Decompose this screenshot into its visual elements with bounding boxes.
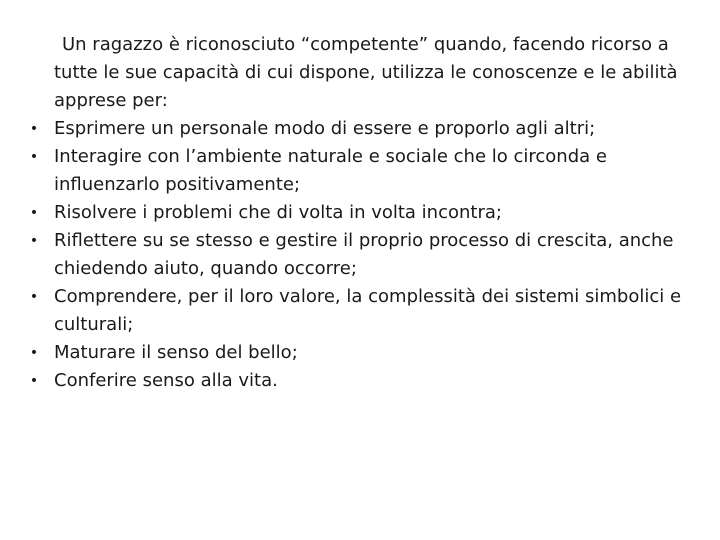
list-item-text: Maturare il senso del bello; [54, 342, 298, 363]
list-item-text: Esprimere un personale modo di essere e proporlo agli altri; [54, 118, 596, 139]
list-item [22, 227, 702, 283]
list-item [22, 115, 702, 143]
bullet-icon: • [29, 373, 39, 389]
bullet-icon: • [29, 121, 39, 137]
bullet-icon: • [29, 289, 39, 305]
list-item-text: Risolvere i problemi che di volta in volta incontra; [54, 202, 502, 223]
list-item [22, 143, 702, 199]
bullet-icon: • [29, 149, 39, 165]
bullet-icon: • [29, 233, 39, 249]
list-item [22, 367, 702, 395]
slide-content [22, 31, 702, 395]
intro-paragraph: Un ragazzo è riconosciuto “competente” quando, facendo ricorso a tutte le sue capacità di cui dispone, utilizza le conoscenze e le abilità apprese per: [54, 34, 678, 111]
list-item-text: Comprendere, per il loro valore, la complessità dei sistemi simbolici e culturali; [54, 286, 682, 335]
bullet-icon: • [29, 205, 39, 221]
list-item [22, 199, 702, 227]
list-item-text: Conferire senso alla vita. [54, 370, 278, 391]
list-item-text: Interagire con l’ambiente naturale e sociale che lo circonda e influenzarlo positivamente; [54, 146, 607, 195]
list-item [22, 339, 702, 367]
bullet-icon: • [29, 345, 39, 361]
competence-list [22, 115, 702, 395]
list-item [22, 283, 702, 339]
list-item-text: Riflettere su se stesso e gestire il proprio processo di crescita, anche chiedendo aiuto, quando occorre; [54, 230, 674, 279]
